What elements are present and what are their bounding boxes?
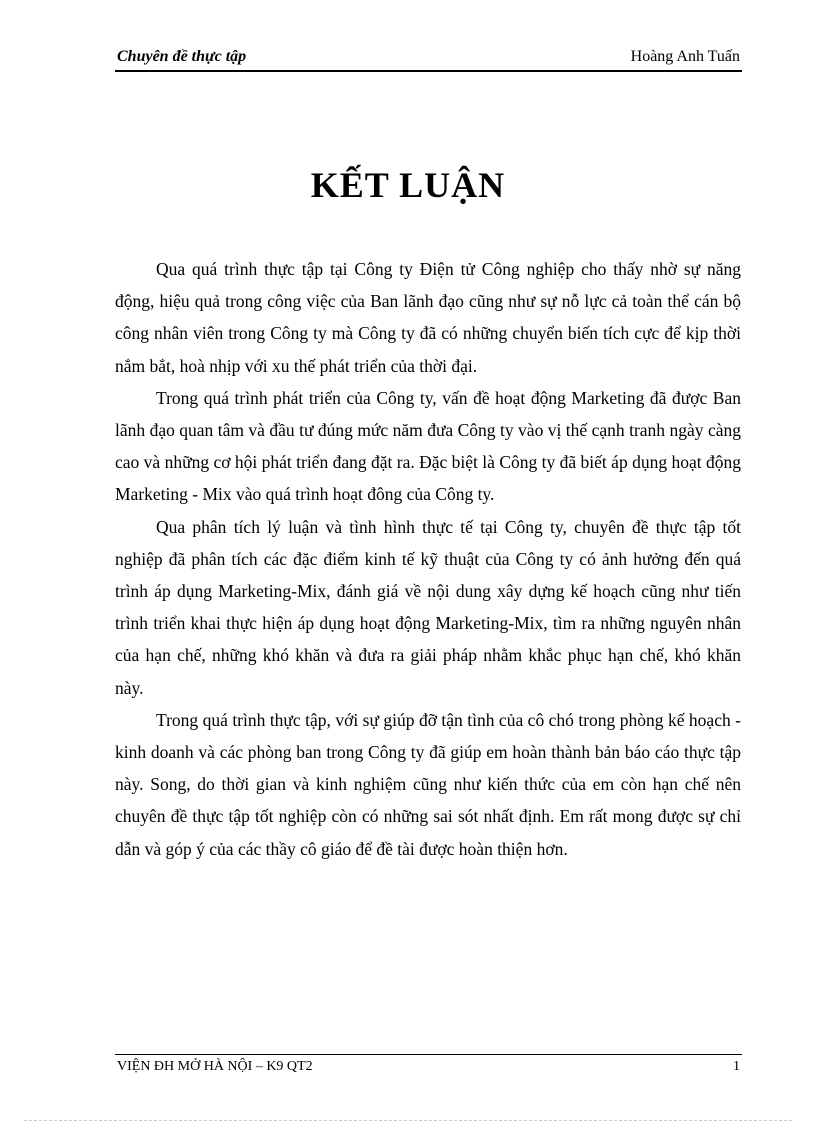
page-number: 1 (733, 1059, 740, 1074)
paragraph: Trong quá trình phát triển của Công ty, vấn đề hoạt động Marketing đã được Ban lãnh đạo quan tâm và đầu tư đúng mức năm đưa Công ty vào vị thế cạnh tranh ngày càng cao và những cơ hội phát triển đang đặt ra. Đặc biệt là Công ty đã biết áp dụng hoạt động Marketing - Mix vào quá trình hoạt đông của Công ty. (115, 387, 741, 505)
header-author: Hoàng Anh Tuấn (630, 48, 740, 65)
paragraph: Qua phân tích lý luận và tình hình thực tế tại Công ty, chuyên đề thực tập tốt nghiệp đã phân tích các đặc điểm kinh tế kỹ thuật của Công ty có ảnh hưởng đến quá trình áp dụng Marketing-Mix, đánh giá về nội dung xây dựng kế hoạch cũng như tiến trình triển khai thực hiện áp dụng hoạt động Marketing-Mix, tìm ra những nguyên nhân của hạn chế, những khó khăn và đưa ra giải pháp nhằm khắc phục hạn chế, khó khăn này. (115, 516, 741, 698)
footer-institution: VIỆN ĐH MỞ HÀ NỘI – K9 QT2 (117, 1059, 313, 1074)
paragraph: Trong quá trình thực tập, với sự giúp đỡ tận tình của cô chó trong phòng kế hoạch - kinh doanh và các phòng ban trong Công ty đã giúp em hoàn thành bản báo cáo thực tập này. Song, do thời gian và kinh nghiệm cũng như kiến thức của em còn hạn chế nên chuyên đề thực tập tốt nghiệp còn có những sai sót nhất định. Em rất mong được sự chỉ dẫn và góp ý của các thầy cô giáo để đề tài được hoàn thiện hơn. (115, 709, 741, 859)
page-title: KẾT LUẬN (310, 165, 506, 205)
paragraph: Qua quá trình thực tập tại Công ty Điện tử Công nghiệp cho thấy nhờ sự năng động, hiệu quả trong công việc của Ban lãnh đạo cũng như sự nỗ lực cả toàn thể cán bộ công nhân viên trong Công ty mà Công ty đã có những chuyển biến tích cực để kịp thời nắm bắt, hoà nhịp với xu thế phát triển của thời đại. (115, 259, 741, 376)
page-edge-divider (24, 1120, 792, 1121)
page-footer (115, 1054, 742, 1077)
page-header (115, 48, 742, 72)
header-document-type: Chuyên đề thực tập (117, 48, 247, 65)
body-text (115, 253, 741, 865)
